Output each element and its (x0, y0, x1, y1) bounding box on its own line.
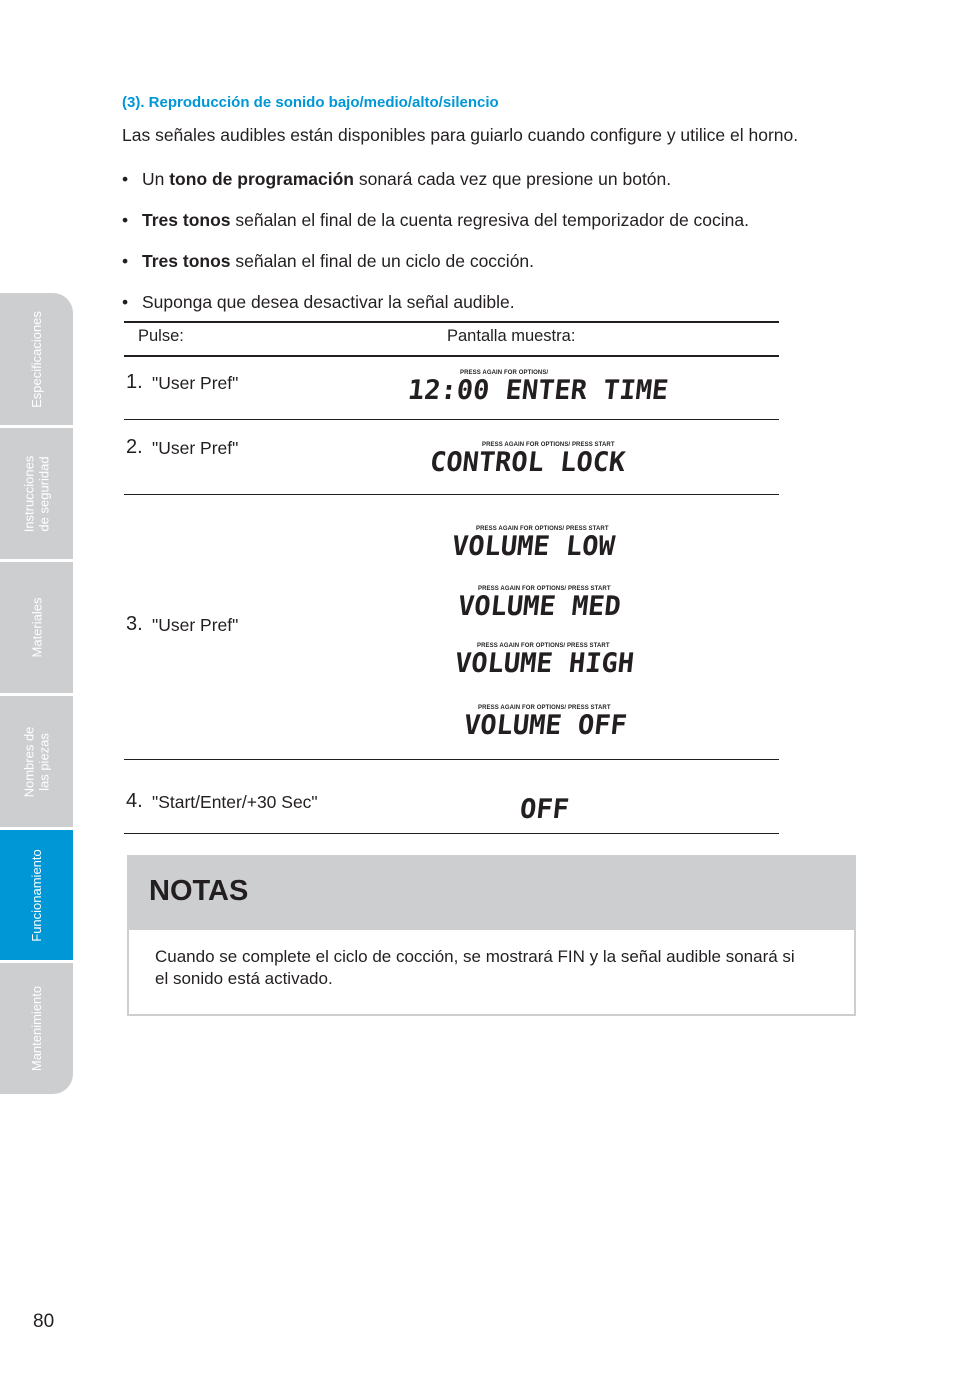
bullet-item: • Tres tonos señalan el final de la cuenta regresiva del temporizador de cocina. (122, 210, 750, 230)
lcd-display: PRESS AGAIN FOR OPTIONS/ PRESS START CONTROL LOCK (428, 442, 627, 478)
table-top-rule (124, 321, 779, 323)
tab-funcionamiento[interactable] (0, 830, 73, 960)
notes-title: NOTAS (149, 875, 249, 907)
step-button-label: "User Pref" (152, 615, 239, 635)
bullet-item: • Tres tonos señalan el final de un ciclo de cocción. (122, 251, 535, 271)
tab-label: Especificaciones (29, 310, 45, 408)
notes-text: Cuando se complete el ciclo de cocción, se mostrará FIN y la señal audible sonará si el sonido está activado. (155, 947, 795, 988)
tab-label: Mantenimiento (29, 985, 44, 1072)
intro-paragraph: Las señales audibles están disponibles para guiarlo cuando configure y utilice el horno. (122, 125, 799, 145)
tab-mantenimiento[interactable] (0, 963, 73, 1094)
step-number: 1. (126, 371, 143, 393)
section-tabs (0, 293, 73, 1094)
tab-label: Materiales (29, 597, 44, 658)
step-number: 2. (126, 436, 143, 458)
step-button-label: "Start/Enter/+30 Sec" (152, 792, 318, 812)
lcd-display: PRESS AGAIN FOR OPTIONS/ 12:00 ENTER TIME (406, 370, 670, 406)
bullet-item: • Suponga que desea desactivar la señal audible. (122, 292, 515, 312)
column-header-press: Pulse: (138, 327, 184, 345)
tab-instrucciones-de-seguridad[interactable] (0, 428, 73, 559)
tab-materiales[interactable] (0, 562, 73, 693)
step-button-label: "User Pref" (152, 438, 239, 458)
table-row-rule (124, 419, 779, 420)
table-header-rule (124, 355, 779, 357)
bullet-item: • Un tono de programación sonará cada vez que presione un botón. (122, 169, 672, 189)
column-header-display: Pantalla muestra: (447, 327, 576, 345)
page-number: 80 (33, 1311, 55, 1332)
tab-label: Nombres de las piezas (21, 726, 52, 797)
step-number: 4. (126, 790, 143, 812)
lcd-display: PRESS AGAIN FOR OPTIONS/ PRESS START VOLUME MED (456, 586, 623, 622)
tab-label: Funcionamiento (29, 848, 44, 942)
step-button-label: "User Pref" (152, 373, 239, 393)
section-heading: (3). Reproducción de sonido bajo/medio/alto/silencio (122, 94, 499, 111)
step-number: 3. (126, 613, 143, 635)
table-row-rule (124, 494, 779, 495)
tab-nombres-de-las-piezas[interactable] (0, 696, 73, 827)
lcd-display: PRESS AGAIN FOR OPTIONS/ PRESS START VOLUME OFF (462, 705, 629, 741)
notes-header (129, 857, 854, 930)
notes-box (127, 855, 856, 1016)
lcd-display: OFF (518, 794, 571, 825)
table-row-rule (124, 759, 779, 760)
tab-label: Instrucciones de seguridad (21, 455, 52, 532)
lcd-display: PRESS AGAIN FOR OPTIONS/ PRESS START VOLUME HIGH (453, 643, 636, 679)
tab-especificaciones[interactable] (0, 293, 73, 425)
table-bottom-rule (124, 833, 779, 834)
lcd-display: PRESS AGAIN FOR OPTIONS/ PRESS START VOLUME LOW (450, 526, 617, 562)
